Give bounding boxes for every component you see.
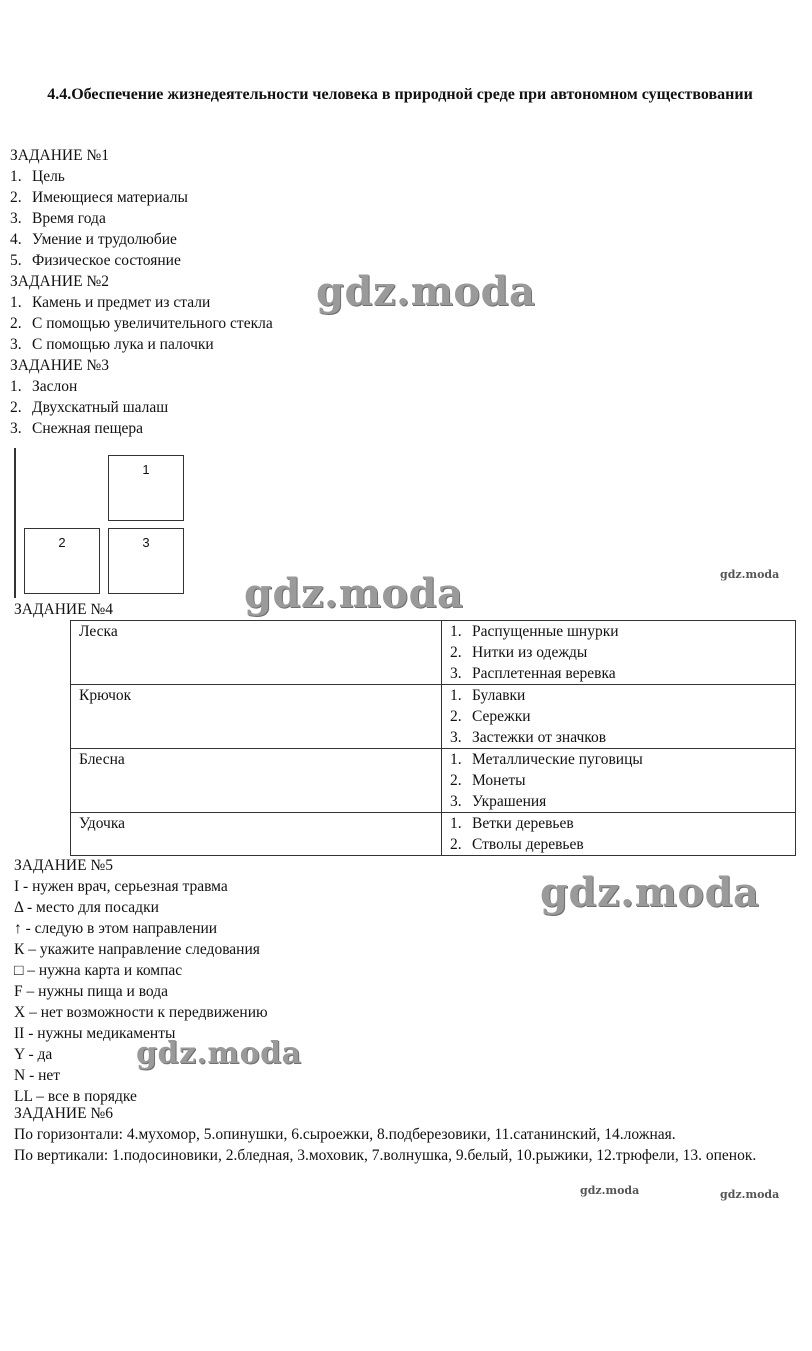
list-item: 1. Камень и предмет из стали <box>10 294 211 311</box>
table-row <box>71 621 796 685</box>
divider <box>14 448 16 598</box>
task2-heading: ЗАДАНИЕ №2 <box>10 273 109 290</box>
list-item: ↑ - следую в этом направлении <box>14 920 218 937</box>
watermark-logo: gdz.moda <box>136 1036 302 1071</box>
list-item: F – нужны пища и вода <box>14 983 168 1000</box>
list-item: 1. Цель <box>10 168 65 185</box>
watermark-logo: gdz.moda <box>316 268 536 315</box>
list-item: 2. Имеющиеся материалы <box>10 189 188 206</box>
task4-section <box>14 599 113 620</box>
task5-heading: ЗАДАНИЕ №5 <box>14 857 113 874</box>
task2-section <box>10 271 273 355</box>
task1-section <box>10 145 188 271</box>
list-item: 3. С помощью лука и палочки <box>10 336 214 353</box>
task4-table <box>70 620 796 856</box>
watermark-small: gdz.moda <box>720 568 780 581</box>
table-cell-name: Блесна <box>71 749 442 813</box>
list-item: □ – нужна карта и компас <box>14 962 183 979</box>
diagram-box-1: 1 <box>108 455 184 521</box>
task1-heading: ЗАДАНИЕ №1 <box>10 147 109 164</box>
page-title: 4.4.Обеспечение жизнедеятельности человека в природной среде при автономном существовании <box>47 86 753 103</box>
table-cell-name: Крючок <box>71 685 442 749</box>
task6-horizontal: По горизонтали: 4.мухомор, 5.опинушки, 6.сыроежки, 8.подберезовики, 11.сатанинский, 14.ложная. <box>14 1126 676 1143</box>
list-item: Y - да <box>14 1046 53 1063</box>
list-item: 3. Время года <box>10 210 106 227</box>
list-item: 4. Умение и трудолюбие <box>10 231 177 248</box>
task3-heading: ЗАДАНИЕ №3 <box>10 357 109 374</box>
task6-heading: ЗАДАНИЕ №6 <box>14 1105 113 1122</box>
list-item: II - нужны медикаменты <box>14 1025 176 1042</box>
table-row <box>71 813 796 856</box>
task6-vertical: По вертикали: 1.подосиновики, 2.бледная, 3.моховик, 7.волнушка, 9.белый, 10.рыжики, 12.трюфели, 13. опенок. <box>14 1147 757 1164</box>
list-item: X – нет возможности к передвижению <box>14 1004 268 1021</box>
watermark-logo: gdz.moda <box>540 869 760 916</box>
list-item: 5. Физическое состояние <box>10 252 181 269</box>
task4-heading: ЗАДАНИЕ №4 <box>14 601 113 618</box>
list-item: LL – все в порядке <box>14 1088 137 1105</box>
table-cell-name: Удочка <box>71 813 442 856</box>
table-cell-items: 1. Распущенные шнурки 2. Нитки из одежды 3. Расплетенная веревка <box>442 621 796 685</box>
table-cell-name: Леска <box>71 621 442 685</box>
list-item: 2. С помощью увеличительного стекла <box>10 315 273 332</box>
task6-section <box>14 1103 786 1166</box>
table-cell-items: 1. Ветки деревьев 2. Стволы деревьев <box>442 813 796 856</box>
watermark-small: gdz.moda <box>720 1188 780 1201</box>
task3-section <box>10 355 168 439</box>
table-row <box>71 685 796 749</box>
table-row <box>71 749 796 813</box>
list-item: Δ - место для посадки <box>14 899 159 916</box>
table-cell-items: 1. Булавки 2. Сережки 3. Застежки от значков <box>442 685 796 749</box>
list-item: 3. Снежная пещера <box>10 420 144 437</box>
diagram-box-3: 3 <box>108 528 184 594</box>
diagram-box-2: 2 <box>24 528 100 594</box>
list-item: I - нужен врач, серьезная травма <box>14 878 228 895</box>
watermark-logo: gdz.moda <box>244 570 464 617</box>
list-item: N - нет <box>14 1067 61 1084</box>
watermark-small: gdz.moda <box>580 1184 640 1197</box>
list-item: К – укажите направление следования <box>14 941 260 958</box>
list-item: 2. Двухскатный шалаш <box>10 399 169 416</box>
table-cell-items: 1. Металлические пуговицы 2. Монеты 3. Украшения <box>442 749 796 813</box>
list-item: 1. Заслон <box>10 378 78 395</box>
